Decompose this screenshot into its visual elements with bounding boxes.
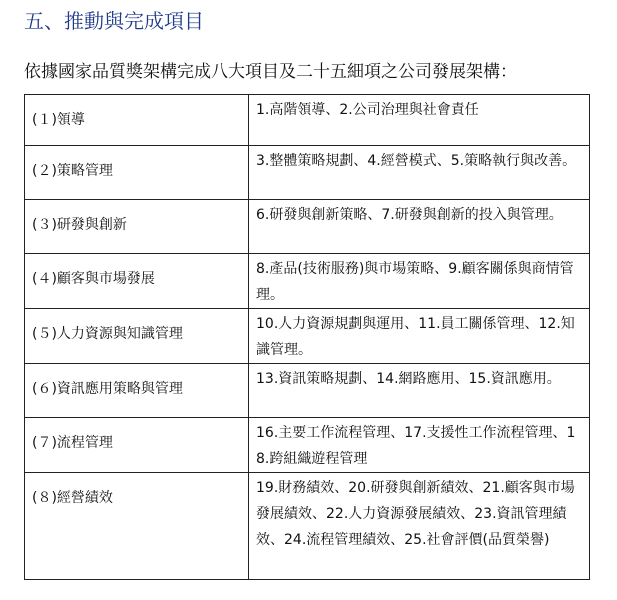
items-cell: 10.人力資源規劃與運用、11.員工關係管理、12.知識管理。	[249, 309, 590, 364]
category-cell: (２)策略管理	[25, 146, 249, 200]
category-cell: (４)顧客與市場發展	[25, 254, 249, 309]
category-cell: (３)研發與創新	[25, 200, 249, 254]
items-cell: 19.財務績效、20.研發與創新績效、21.顧客與市場發展績效、22.人力資源發展績效、23.資訊管理績效、24.流程管理績效、25.社會評價(品質榮譽)	[249, 473, 590, 580]
intro-text: 依據國家品質獎架構完成八大項目及二十五細項之公司發展架構：	[24, 62, 517, 82]
category-cell: (６)資訊應用策略與管理	[25, 364, 249, 418]
section-heading: 五、推動與完成項目	[24, 9, 204, 33]
table-row	[25, 364, 590, 418]
table-row	[25, 418, 590, 473]
table-row	[25, 473, 590, 580]
items-cell: 6.研發與創新策略、7.研發與創新的投入與管理。	[249, 200, 590, 254]
items-cell: 13.資訊策略規劃、14.網路應用、15.資訊應用。	[249, 364, 590, 418]
items-cell: 3.整體策略規劃、4.經營模式、5.策略執行與改善。	[249, 146, 590, 200]
items-cell: 8.產品(技術服務)與市場策略、9.顧客關係與商情管理。	[249, 254, 590, 309]
framework-table	[24, 94, 590, 580]
table-row	[25, 95, 590, 146]
category-cell: (５)人力資源與知識管理	[25, 309, 249, 364]
items-cell: 1.高階領導、2.公司治理與社會責任	[249, 95, 590, 146]
table-row	[25, 309, 590, 364]
items-cell: 16.主要工作流程管理、17.支援性工作流程管理、18.跨組織遊程管理	[249, 418, 590, 473]
category-cell: (７)流程管理	[25, 418, 249, 473]
category-cell: (１)領導	[25, 95, 249, 146]
category-cell: (８)經營績效	[25, 473, 249, 580]
table-row	[25, 200, 590, 254]
table-row	[25, 146, 590, 200]
table-row	[25, 254, 590, 309]
